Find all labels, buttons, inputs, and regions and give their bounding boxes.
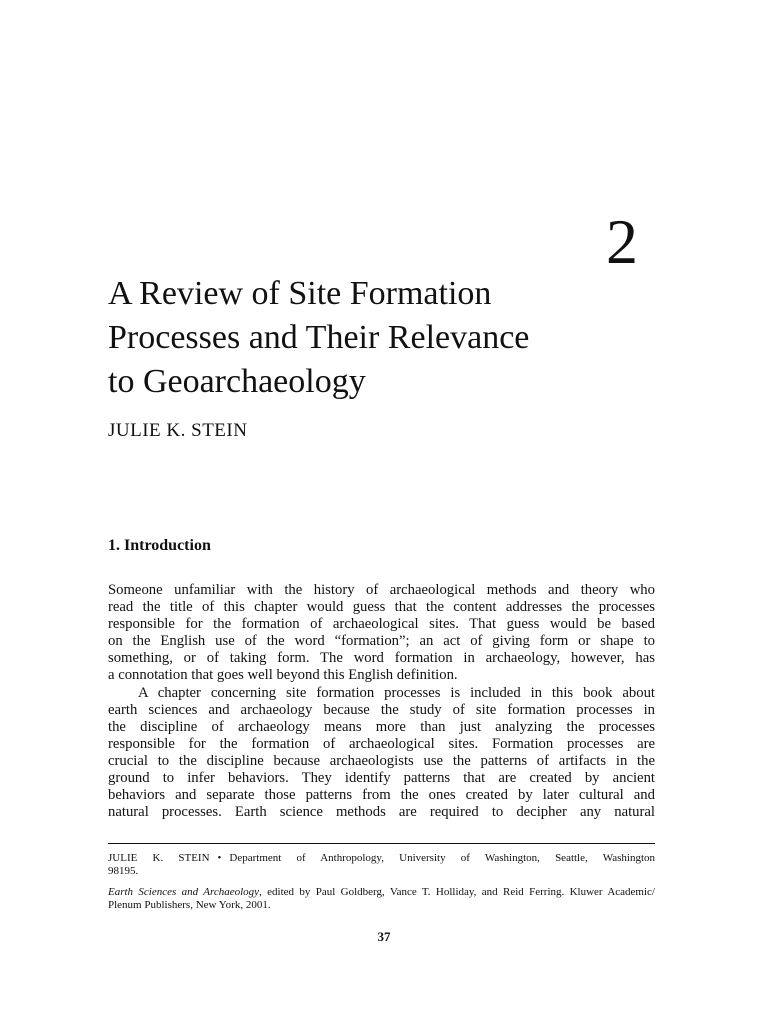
- text-line: Someone unfamiliar with the history of archaeological methods and theory who: [108, 582, 655, 598]
- paragraph-2: [108, 685, 655, 822]
- body-text: [108, 582, 655, 821]
- text-line: a connotation that goes well beyond this English definition.: [108, 667, 458, 684]
- text-line: responsible for the formation of archaeological sites. That guess would be based: [108, 616, 655, 633]
- text-line: behaviors and separate those patterns from the ones created by later cultural and: [108, 787, 655, 804]
- footnote-affiliation-line: [108, 852, 655, 865]
- citation-text: , edited by Paul Goldberg, Vance T. Holliday, and Reid Ferring. Kluwer Academic/: [259, 886, 655, 898]
- section-heading: 1. Introduction: [108, 537, 211, 554]
- footnote-citation-line: [108, 886, 655, 899]
- text-line: the discipline of archaeology means more than just analyzing the processes: [108, 718, 655, 735]
- footnote-divider: [108, 843, 655, 844]
- chapter-title-line: Processes and Their Relevance: [108, 319, 530, 356]
- chapter-title-line: A Review of Site Formation: [108, 275, 492, 312]
- text-line: crucial to the discipline because archaeologists use the patterns of artifacts in the: [108, 752, 655, 769]
- text-line: natural processes. Earth science methods are required to decipher any natural: [108, 804, 655, 821]
- page-number: 37: [377, 929, 391, 944]
- text-line: A chapter concerning site formation processes is included in this book about: [138, 684, 655, 701]
- footnote-affiliation: Department of Anthropology, University of Washington, Seattle, Washington: [229, 852, 655, 864]
- chapter-title: [108, 272, 668, 404]
- text-line: responsible for the formation of archaeological sites. Formation processes are: [108, 735, 655, 752]
- text-line: something, or of taking form. The word formation in archaeology, however, has: [108, 650, 655, 667]
- bullet-icon: •: [217, 852, 222, 864]
- chapter-author: JULIE K. STEIN: [108, 420, 248, 441]
- chapter-title-line: to Geoarchaeology: [108, 363, 366, 400]
- text-line: on the English use of the word “formation”; an act of giving form or shape to: [108, 633, 655, 650]
- footnote-citation-line: Plenum Publishers, New York, 2001.: [108, 899, 271, 911]
- paragraph-1: [108, 582, 655, 685]
- footnote-affiliation-line: 98195.: [108, 865, 139, 877]
- footnote-author: JULIE K. STEIN: [108, 852, 210, 864]
- text-line: earth sciences and archaeology because the study of site formation processes in: [108, 701, 655, 718]
- text-line: read the title of this chapter would guess that the content addresses the processes: [108, 599, 655, 616]
- text-line: ground to infer behaviors. They identify patterns that are created by ancient: [108, 770, 655, 787]
- chapter-number: 2: [606, 206, 638, 277]
- book-title: Earth Sciences and Archaeology: [108, 886, 260, 898]
- footnote: [108, 852, 655, 912]
